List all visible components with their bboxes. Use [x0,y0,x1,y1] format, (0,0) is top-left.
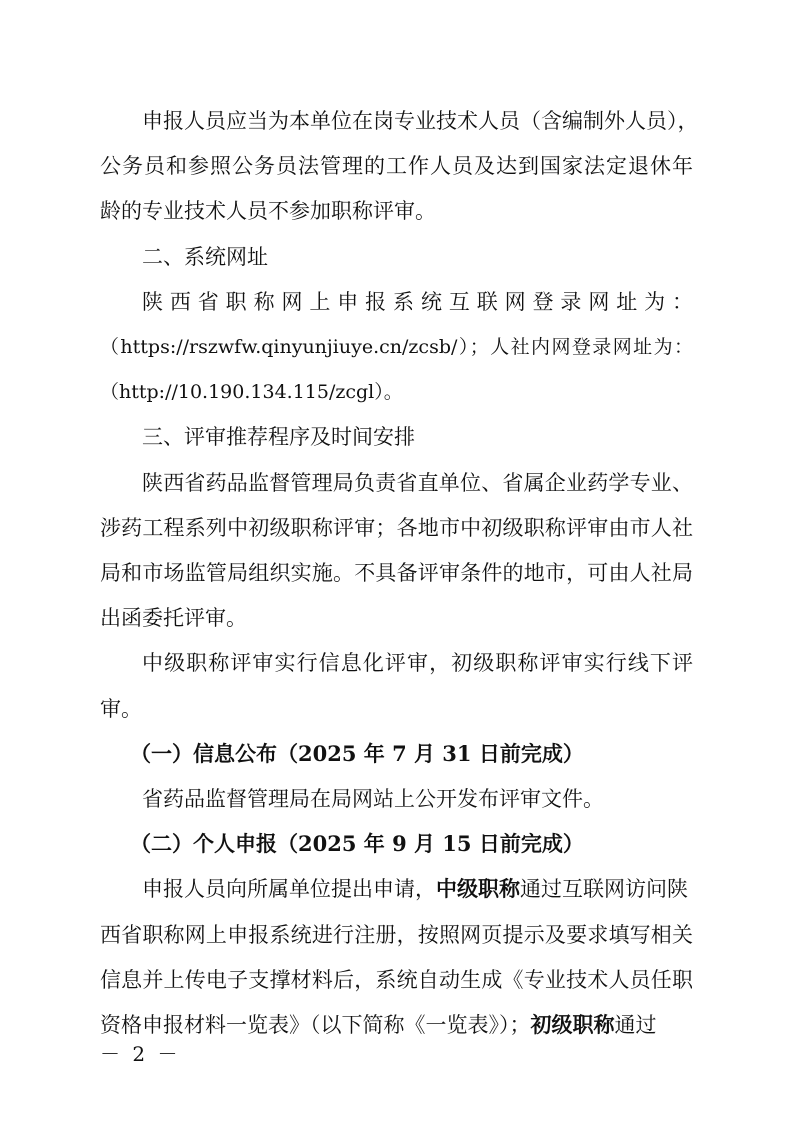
section-heading-2: 二、系统网址 [142,245,268,269]
paragraph-2-line-3: （http://10.190.134.115/zcgl）。 [100,381,403,403]
paragraph-3-line-1: 陕西省药品监督管理局负责省直单位、省属企业药学专业、 [142,471,693,495]
paragraph-6-line-1 [142,875,688,903]
paragraph-6-line-4-text-c: 通过 [614,1013,657,1037]
paragraph-1-line-2: 公务员和参照公务员法管理的工作人员及达到国家法定退休年 [100,154,693,178]
paragraph-1-line-1: 申报人员应当为本单位在岗专业技术人员（含编制外人员）， [142,109,699,133]
subsection-heading-1: （一）信息公布（2025 年 7 月 31 日前完成） [130,741,584,766]
paragraph-4-line-1: 中级职称评审实行信息化评审，初级职称评审实行线下评 [142,651,693,675]
paragraph-6-line-1-text-c: 通过互联网访问陕 [520,877,688,901]
paragraph-6-line-2: 西省职称网上申报系统进行注册，按照网页提示及要求填写相关 [100,923,693,947]
paragraph-2-line-2: （https://rszwfw.qinyunjiuye.cn/zcsb/）；人社内网登录网址为： [100,336,693,358]
intermediate-title-emphasis: 中级职称 [436,876,520,901]
paragraph-6-line-3: 信息并上传电子支撑材料后，系统自动生成《专业技术人员任职 [100,968,693,992]
paragraph-1-line-3: 龄的专业技术人员不参加职称评审。 [100,199,436,223]
paragraph-6-line-4-text-a: 资格申报材料一览表》（以下简称《一览表》）； [100,1013,531,1037]
paragraph-6-line-1-text-a: 申报人员向所属单位提出申请， [142,877,436,901]
primary-title-emphasis: 初级职称 [530,1012,615,1037]
paragraph-4-line-2: 审。 [100,697,142,721]
paragraph-3-line-4: 出函委托评审。 [100,606,247,630]
paragraph-6-line-4-final [100,1011,657,1039]
subsection-heading-2: （二）个人申报（2025 年 9 月 15 日前完成） [130,831,584,856]
paragraph-2-line-1: 陕西省职称网上申报系统互联网登录网址为： [142,290,693,314]
paragraph-3-line-2: 涉药工程系列中初级职称评审；各地市中初级职称评审由市人社 [100,516,693,540]
page-number: － 2 － [100,1042,181,1066]
paragraph-5: 省药品监督管理局在局网站上公开发布评审文件。 [142,787,604,811]
section-heading-3: 三、评审推荐程序及时间安排 [142,425,415,449]
paragraph-3-line-3: 局和市场监管局组织实施。不具备评审条件的地市，可由人社局 [100,561,693,585]
